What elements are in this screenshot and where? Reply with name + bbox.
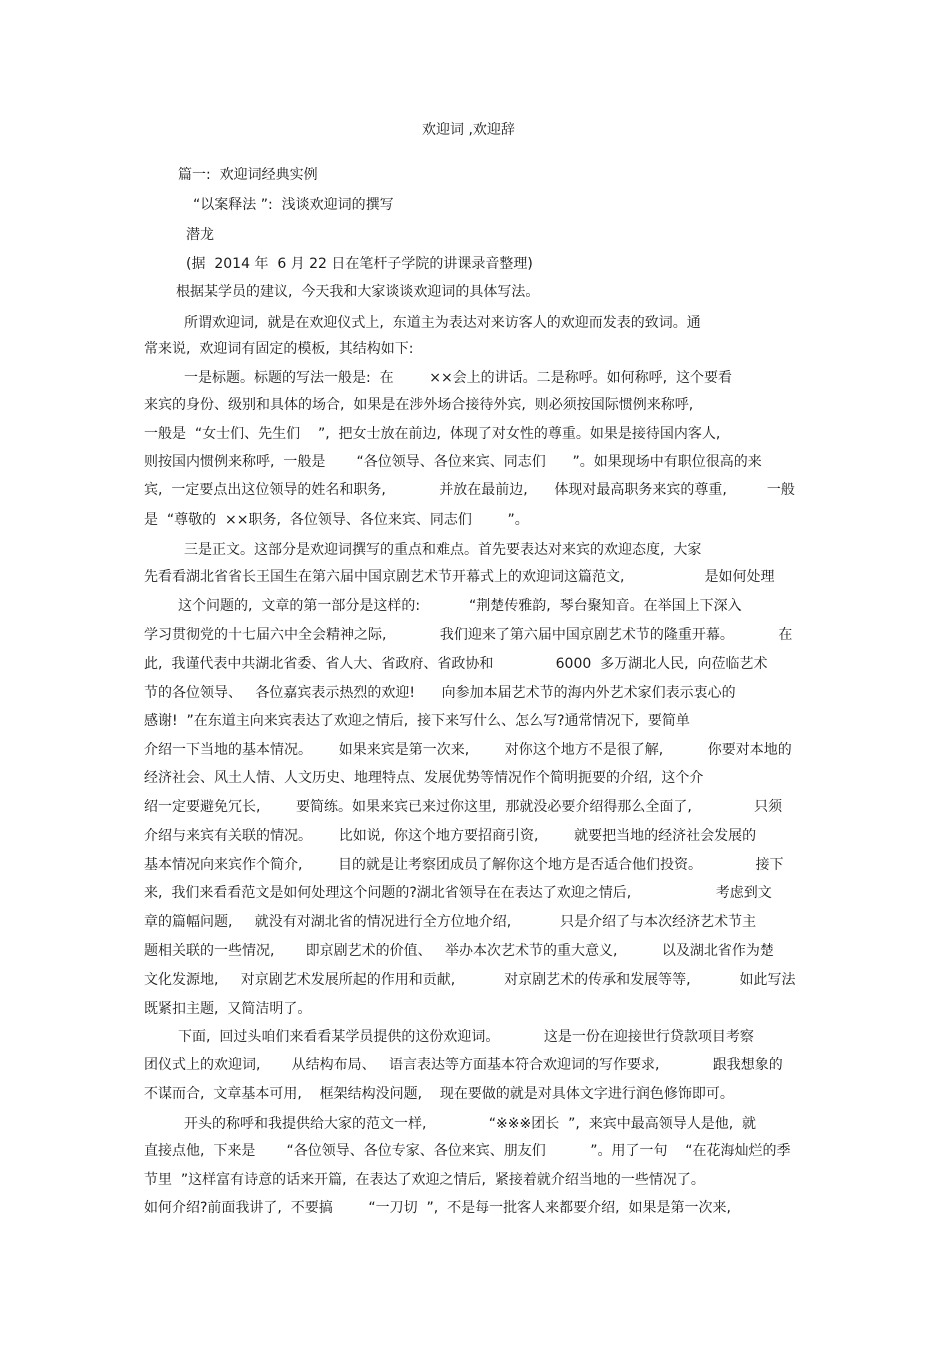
- paragraph-line: 基本情况向来宾作个简介, 目的就是让考察团成员了解你这个地方是否适合他们投资。 接下: [144, 857, 784, 873]
- paragraph-line: 一般是 “女士们、先生们 ”, 把女士放在前边, 体现了对女性的尊重。如果是接待国内客人,: [144, 426, 721, 442]
- paragraph-line: 团仪式上的欢迎词, 从结构布局、 语言表达等方面基本符合欢迎词的写作要求, 跟我想象的: [144, 1057, 783, 1073]
- paragraph-line: 介绍一下当地的基本情况。 如果来宾是第一次来, 对你这个地方不是很了解, 你要对本地的: [144, 742, 792, 758]
- paragraph-line: 篇一: 欢迎词经典实例: [178, 167, 318, 183]
- paragraph-line: 章的篇幅问题, 就没有对湖北省的情况进行全方位地介绍, 只是介绍了与本次经济艺术节主: [144, 914, 757, 930]
- paragraph-line: 既紧扣主题, 又简洁明了。: [144, 1001, 312, 1017]
- paragraph-line: 先看看湖北省省长王国生在第六届中国京剧艺术节开幕式上的欢迎词这篇范文, 是如何处理: [144, 569, 775, 585]
- paragraph-line: 所谓欢迎词, 就是在欢迎仪式上, 东道主为表达对来访客人的欢迎而发表的致词。通: [184, 315, 701, 331]
- paragraph-line: 潜龙: [186, 227, 214, 243]
- document-title: 欢迎词 ,欢迎辞: [422, 122, 515, 138]
- paragraph-line: 不谋而合, 文章基本可用, 框架结构没问题, 现在要做的就是对具体文字进行润色修饰即可。: [144, 1086, 734, 1102]
- paragraph-line: “以案释法 ”: 浅谈欢迎词的撰写: [193, 197, 394, 213]
- paragraph-line: 来, 我们来看看范文是如何处理这个问题的?湖北省领导在在表达了欢迎之情后, 考虑到文: [144, 885, 772, 901]
- paragraph-line: 节的各位领导、 各位嘉宾表示热烈的欢迎! 向参加本届艺术节的海内外艺术家们表示衷心的: [144, 685, 736, 701]
- paragraph-line: 下面, 回过头咱们来看看某学员提供的这份欢迎词。 这是一份在迎接世行贷款项目考察: [178, 1029, 754, 1045]
- paragraph-line: 根据某学员的建议, 今天我和大家谈谈欢迎词的具体写法。: [176, 284, 540, 300]
- paragraph-line: 介绍与来宾有关联的情况。 比如说, 你这个地方要招商引资, 就要把当地的经济社会发展的: [144, 828, 757, 844]
- paragraph-line: 如何介绍?前面我讲了, 不要搞 “一刀切 ”, 不是每一批客人来都要介绍, 如果是第一次来,: [144, 1200, 731, 1216]
- paragraph-line: 感谢! ”在东道主向来宾表达了欢迎之情后, 接下来写什么、怎么写?通常情况下, 要简单: [144, 713, 690, 729]
- paragraph-line: 此, 我谨代表中共湖北省委、省人大、省政府、省政协和 6000 多万湖北人民, 向莅临艺术: [144, 656, 768, 672]
- paragraph-line: 绍一定要避免冗长, 要简练。如果来宾已来过你这里, 那就没必要介绍得那么全面了, 只须: [144, 799, 783, 815]
- paragraph-line: 节里 ”这样富有诗意的话来开篇, 在表达了欢迎之情后, 紧接着就介绍当地的一些情况了。: [144, 1172, 705, 1188]
- paragraph-line: 则按国内惯例来称呼, 一般是 “各位领导、各位来宾、同志们 ”。如果现场中有职位很高的来: [144, 454, 762, 470]
- paragraph-line: 常来说, 欢迎词有固定的模板, 其结构如下:: [144, 341, 414, 357]
- paragraph-line: 开头的称呼和我提供给大家的范文一样, “※※※团长 ”, 来宾中最高领导人是他, 就: [184, 1116, 757, 1132]
- paragraph-line: (据 2014 年 6 月 22 日在笔杆子学院的讲课录音整理): [186, 256, 533, 272]
- paragraph-line: 这个问题的, 文章的第一部分是这样的: “荆楚传雅韵, 琴台聚知音。在举国上下深入: [178, 598, 742, 614]
- paragraph-line: 直接点他, 下来是 “各位领导、各位专家、各位来宾、朋友们 ”。用了一句 “在花海灿烂的季: [144, 1143, 791, 1159]
- paragraph-line: 题相关联的一些情况, 即京剧艺术的价值、 举办本次艺术节的重大意义, 以及湖北省作为楚: [144, 943, 774, 959]
- paragraph-line: 三是正文。这部分是欢迎词撰写的重点和难点。首先要表达对来宾的欢迎态度, 大家: [184, 542, 702, 558]
- paragraph-line: 来宾的身份、级别和具体的场合, 如果是在涉外场合接待外宾, 则必须按国际惯例来称呼,: [144, 397, 694, 413]
- paragraph-line: 学习贯彻党的十七届六中全会精神之际, 我们迎来了第六届中国京剧艺术节的隆重开幕。 在: [144, 627, 793, 643]
- paragraph-line: 宾, 一定要点出这位领导的姓名和职务, 并放在最前边, 体现对最高职务来宾的尊重, 一般: [144, 482, 795, 498]
- paragraph-line: 是 “尊敬的 ××职务, 各位领导、各位来宾、同志们 ”。: [144, 512, 529, 528]
- paragraph-line: 经济社会、风土人情、人文历史、地理特点、发展优势等情况作个简明扼要的介绍, 这个介: [144, 770, 704, 786]
- paragraph-line: 一是标题。标题的写法一般是: 在 ××会上的讲话。二是称呼。如何称呼, 这个要看: [184, 370, 733, 386]
- paragraph-line: 文化发源地, 对京剧艺术发展所起的作用和贡献, 对京剧艺术的传承和发展等等, 如此写法: [144, 972, 796, 988]
